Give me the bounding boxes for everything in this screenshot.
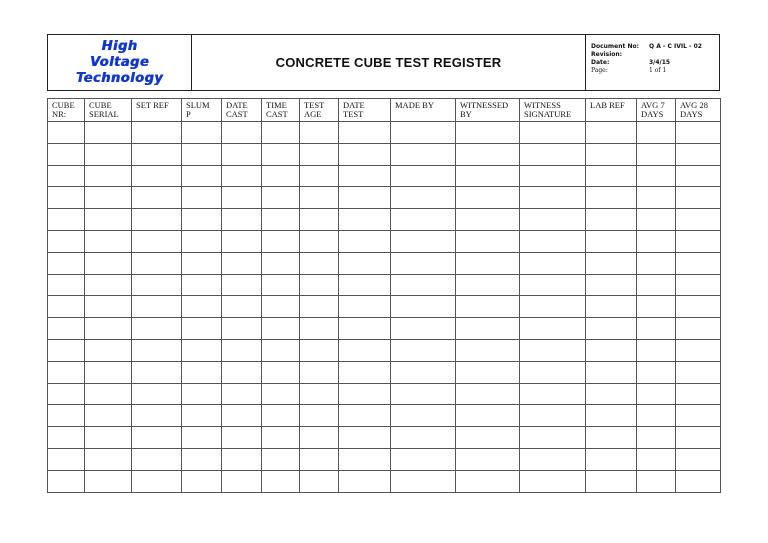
table-cell — [339, 122, 391, 144]
table-cell — [182, 165, 222, 187]
table-cell — [300, 383, 339, 405]
table-cell — [391, 361, 456, 383]
column-header: AVG 28 DAYS — [676, 99, 721, 122]
table-cell — [85, 296, 132, 318]
table-cell — [676, 470, 721, 492]
table-cell — [132, 122, 182, 144]
table-cell — [262, 339, 300, 361]
document-header — [47, 34, 720, 91]
column-header: DATE CAST — [222, 99, 262, 122]
table-cell — [48, 274, 85, 296]
table-cell — [456, 339, 520, 361]
table-cell — [339, 448, 391, 470]
table-cell — [182, 143, 222, 165]
table-row — [48, 383, 721, 405]
table-cell — [456, 361, 520, 383]
table-row — [48, 122, 721, 144]
table-row — [48, 252, 721, 274]
table-cell — [391, 143, 456, 165]
table-cell — [520, 318, 586, 340]
column-header: CUBE NR: — [48, 99, 85, 122]
table-cell — [586, 252, 637, 274]
table-cell — [222, 122, 262, 144]
doc-no-value: Q A - C IVIL - 02 — [649, 43, 702, 50]
table-cell — [339, 470, 391, 492]
table-cell — [339, 296, 391, 318]
table-cell — [48, 361, 85, 383]
table-row — [48, 470, 721, 492]
table-cell — [222, 165, 262, 187]
table-cell — [300, 274, 339, 296]
title-cell — [192, 35, 586, 90]
table-cell — [48, 448, 85, 470]
table-cell — [456, 209, 520, 231]
table-cell — [456, 230, 520, 252]
table-cell — [262, 143, 300, 165]
table-cell — [637, 339, 676, 361]
table-cell — [48, 405, 85, 427]
table-cell — [456, 448, 520, 470]
table-cell — [182, 230, 222, 252]
table-cell — [586, 122, 637, 144]
table-cell — [637, 361, 676, 383]
table-cell — [586, 361, 637, 383]
column-header: CUBE SERIAL — [85, 99, 132, 122]
table-cell — [132, 165, 182, 187]
table-cell — [262, 296, 300, 318]
column-header: TEST AGE — [300, 99, 339, 122]
table-cell — [339, 209, 391, 231]
table-cell — [676, 187, 721, 209]
table-cell — [339, 339, 391, 361]
page-row — [591, 67, 719, 75]
table-cell — [222, 383, 262, 405]
table-cell — [222, 405, 262, 427]
table-cell — [339, 361, 391, 383]
table-cell — [637, 318, 676, 340]
table-cell — [85, 230, 132, 252]
table-cell — [222, 361, 262, 383]
table-cell — [520, 143, 586, 165]
table-cell — [300, 339, 339, 361]
table-cell — [132, 252, 182, 274]
table-cell — [182, 427, 222, 449]
table-cell — [132, 405, 182, 427]
table-cell — [132, 187, 182, 209]
table-cell — [456, 252, 520, 274]
table-cell — [520, 405, 586, 427]
logo-line: Technology — [75, 70, 164, 86]
column-header: DATE TEST — [339, 99, 391, 122]
table-cell — [48, 296, 85, 318]
table-cell — [48, 165, 85, 187]
table-cell — [586, 165, 637, 187]
table-cell — [637, 143, 676, 165]
table-cell — [676, 405, 721, 427]
table-row — [48, 230, 721, 252]
table-row — [48, 187, 721, 209]
table-cell — [300, 405, 339, 427]
table-cell — [262, 405, 300, 427]
table-cell — [676, 427, 721, 449]
table-cell — [676, 230, 721, 252]
logo-line: Voltage — [89, 54, 150, 70]
table-row — [48, 427, 721, 449]
table-cell — [222, 296, 262, 318]
doc-no-label: Document No: — [591, 43, 640, 50]
table-cell — [339, 383, 391, 405]
table-cell — [391, 470, 456, 492]
page-value: 1 of 1 — [649, 67, 667, 74]
table-cell — [262, 252, 300, 274]
table-cell — [391, 209, 456, 231]
table-cell — [456, 405, 520, 427]
column-header: LAB REF — [586, 99, 637, 122]
table-cell — [456, 296, 520, 318]
table-cell — [391, 318, 456, 340]
table-cell — [222, 339, 262, 361]
table-cell — [300, 448, 339, 470]
table-cell — [182, 122, 222, 144]
table-cell — [85, 165, 132, 187]
table-cell — [48, 318, 85, 340]
table-cell — [85, 448, 132, 470]
table-cell — [637, 427, 676, 449]
table-cell — [637, 296, 676, 318]
table-cell — [586, 383, 637, 405]
table-cell — [391, 122, 456, 144]
table-cell — [586, 230, 637, 252]
table-cell — [300, 165, 339, 187]
table-cell — [520, 274, 586, 296]
table-cell — [48, 143, 85, 165]
table-cell — [85, 361, 132, 383]
table-cell — [262, 122, 300, 144]
table-cell — [456, 470, 520, 492]
column-header: SET REF — [132, 99, 182, 122]
table-cell — [637, 383, 676, 405]
document-title: CONCRETE CUBE TEST REGISTER — [275, 55, 502, 70]
table-cell — [48, 252, 85, 274]
table-cell — [676, 318, 721, 340]
table-cell — [676, 383, 721, 405]
table-cell — [300, 427, 339, 449]
table-cell — [222, 209, 262, 231]
table-cell — [391, 339, 456, 361]
table-cell — [339, 318, 391, 340]
date-label: Date: — [591, 59, 610, 66]
table-cell — [520, 209, 586, 231]
table-cell — [520, 165, 586, 187]
table-cell — [637, 230, 676, 252]
table-cell — [637, 405, 676, 427]
table-cell — [182, 274, 222, 296]
table-cell — [262, 383, 300, 405]
table-cell — [520, 427, 586, 449]
table-cell — [339, 165, 391, 187]
table-cell — [132, 296, 182, 318]
table-cell — [48, 339, 85, 361]
date-value: 3/4/15 — [649, 59, 671, 66]
table-cell — [222, 187, 262, 209]
column-header: AVG 7 DAYS — [637, 99, 676, 122]
table-cell — [222, 427, 262, 449]
cube-test-register-table — [47, 98, 721, 493]
table-cell — [391, 165, 456, 187]
table-cell — [262, 209, 300, 231]
table-row — [48, 143, 721, 165]
table-body — [48, 122, 721, 493]
table-cell — [676, 165, 721, 187]
table-cell — [339, 252, 391, 274]
table-cell — [85, 187, 132, 209]
table-cell — [85, 339, 132, 361]
table-cell — [456, 318, 520, 340]
column-header: WITNESS SIGNATURE — [520, 99, 586, 122]
table-cell — [262, 427, 300, 449]
table-cell — [300, 361, 339, 383]
table-cell — [48, 383, 85, 405]
table-cell — [586, 318, 637, 340]
table-cell — [48, 209, 85, 231]
table-cell — [132, 318, 182, 340]
table-cell — [637, 122, 676, 144]
table-cell — [48, 230, 85, 252]
table-cell — [262, 448, 300, 470]
table-cell — [520, 230, 586, 252]
table-cell — [456, 165, 520, 187]
table-row — [48, 209, 721, 231]
table-cell — [520, 383, 586, 405]
table-cell — [222, 470, 262, 492]
table-cell — [132, 383, 182, 405]
table-cell — [637, 274, 676, 296]
table-cell — [132, 143, 182, 165]
table-cell — [132, 339, 182, 361]
table-cell — [300, 252, 339, 274]
table-cell — [676, 361, 721, 383]
date-row — [591, 59, 719, 67]
table-cell — [586, 274, 637, 296]
table-cell — [48, 470, 85, 492]
table-cell — [391, 274, 456, 296]
table-cell — [391, 427, 456, 449]
table-cell — [586, 209, 637, 231]
table-cell — [391, 383, 456, 405]
table-cell — [182, 448, 222, 470]
table-cell — [132, 427, 182, 449]
table-cell — [182, 405, 222, 427]
table-cell — [132, 230, 182, 252]
column-header: TIME CAST — [262, 99, 300, 122]
table-cell — [182, 470, 222, 492]
table-row — [48, 318, 721, 340]
revision-label: Revision: — [591, 51, 623, 58]
table-cell — [339, 405, 391, 427]
table-cell — [132, 448, 182, 470]
table-cell — [637, 187, 676, 209]
column-header: MADE BY — [391, 99, 456, 122]
table-cell — [676, 339, 721, 361]
table-cell — [586, 470, 637, 492]
table-cell — [339, 187, 391, 209]
logo-line: High — [101, 38, 138, 54]
table-cell — [132, 274, 182, 296]
table-cell — [85, 209, 132, 231]
table-cell — [637, 470, 676, 492]
table-cell — [300, 470, 339, 492]
revision-row — [591, 51, 719, 59]
table-cell — [300, 122, 339, 144]
table-cell — [132, 209, 182, 231]
page-label: Page: — [591, 67, 608, 74]
table-cell — [132, 470, 182, 492]
table-cell — [586, 405, 637, 427]
table-cell — [520, 296, 586, 318]
table-cell — [300, 230, 339, 252]
table-row — [48, 165, 721, 187]
table-cell — [391, 252, 456, 274]
table-cell — [182, 296, 222, 318]
table-cell — [300, 143, 339, 165]
table-cell — [637, 252, 676, 274]
table-cell — [85, 427, 132, 449]
table-cell — [262, 274, 300, 296]
table-row — [48, 339, 721, 361]
table-cell — [262, 318, 300, 340]
table-cell — [132, 361, 182, 383]
table-cell — [300, 187, 339, 209]
table-row — [48, 448, 721, 470]
table-cell — [520, 339, 586, 361]
table-cell — [85, 274, 132, 296]
table-cell — [85, 405, 132, 427]
table-cell — [339, 274, 391, 296]
column-header: WITNESSED BY — [456, 99, 520, 122]
table-cell — [586, 187, 637, 209]
table-cell — [262, 187, 300, 209]
table-cell — [676, 296, 721, 318]
table-cell — [262, 230, 300, 252]
table-cell — [182, 252, 222, 274]
table-cell — [637, 448, 676, 470]
table-row — [48, 361, 721, 383]
table-cell — [676, 274, 721, 296]
table-cell — [637, 165, 676, 187]
table-cell — [456, 143, 520, 165]
table-cell — [391, 405, 456, 427]
table-cell — [391, 230, 456, 252]
table-cell — [182, 187, 222, 209]
table-cell — [586, 448, 637, 470]
table-cell — [262, 470, 300, 492]
table-cell — [300, 296, 339, 318]
table-cell — [339, 427, 391, 449]
table-cell — [520, 470, 586, 492]
table-cell — [391, 448, 456, 470]
table-cell — [182, 339, 222, 361]
table-cell — [339, 230, 391, 252]
table-cell — [391, 296, 456, 318]
table-cell — [262, 165, 300, 187]
table-cell — [85, 318, 132, 340]
column-header: SLUM P — [182, 99, 222, 122]
table-cell — [182, 383, 222, 405]
table-cell — [456, 427, 520, 449]
table-header-row — [48, 99, 721, 122]
table-cell — [222, 318, 262, 340]
table-cell — [85, 143, 132, 165]
table-cell — [520, 122, 586, 144]
table-cell — [520, 361, 586, 383]
table-cell — [85, 122, 132, 144]
table-row — [48, 274, 721, 296]
table-cell — [586, 427, 637, 449]
table-cell — [182, 318, 222, 340]
table-cell — [48, 122, 85, 144]
table-cell — [339, 143, 391, 165]
table-cell — [520, 448, 586, 470]
table-cell — [222, 274, 262, 296]
company-logo — [76, 39, 163, 87]
table-cell — [456, 274, 520, 296]
table-cell — [222, 143, 262, 165]
doc-no-row — [591, 43, 719, 51]
table-cell — [676, 143, 721, 165]
document-meta — [586, 35, 719, 90]
table-cell — [85, 383, 132, 405]
table-cell — [586, 339, 637, 361]
logo-cell — [48, 35, 192, 90]
table-cell — [262, 361, 300, 383]
table-cell — [586, 143, 637, 165]
table-cell — [182, 361, 222, 383]
table-cell — [676, 252, 721, 274]
table-cell — [676, 122, 721, 144]
table-cell — [300, 209, 339, 231]
table-cell — [456, 122, 520, 144]
table-row — [48, 296, 721, 318]
table-cell — [48, 427, 85, 449]
table-cell — [48, 187, 85, 209]
table-cell — [222, 230, 262, 252]
table-cell — [222, 448, 262, 470]
table-cell — [85, 470, 132, 492]
table-cell — [182, 209, 222, 231]
table-cell — [586, 296, 637, 318]
table-cell — [85, 252, 132, 274]
table-cell — [520, 187, 586, 209]
table-row — [48, 405, 721, 427]
table-cell — [456, 383, 520, 405]
table-cell — [637, 209, 676, 231]
table-cell — [676, 209, 721, 231]
table-cell — [300, 318, 339, 340]
table-cell — [391, 187, 456, 209]
table-cell — [222, 252, 262, 274]
table-cell — [520, 252, 586, 274]
table-cell — [676, 448, 721, 470]
table-cell — [456, 187, 520, 209]
